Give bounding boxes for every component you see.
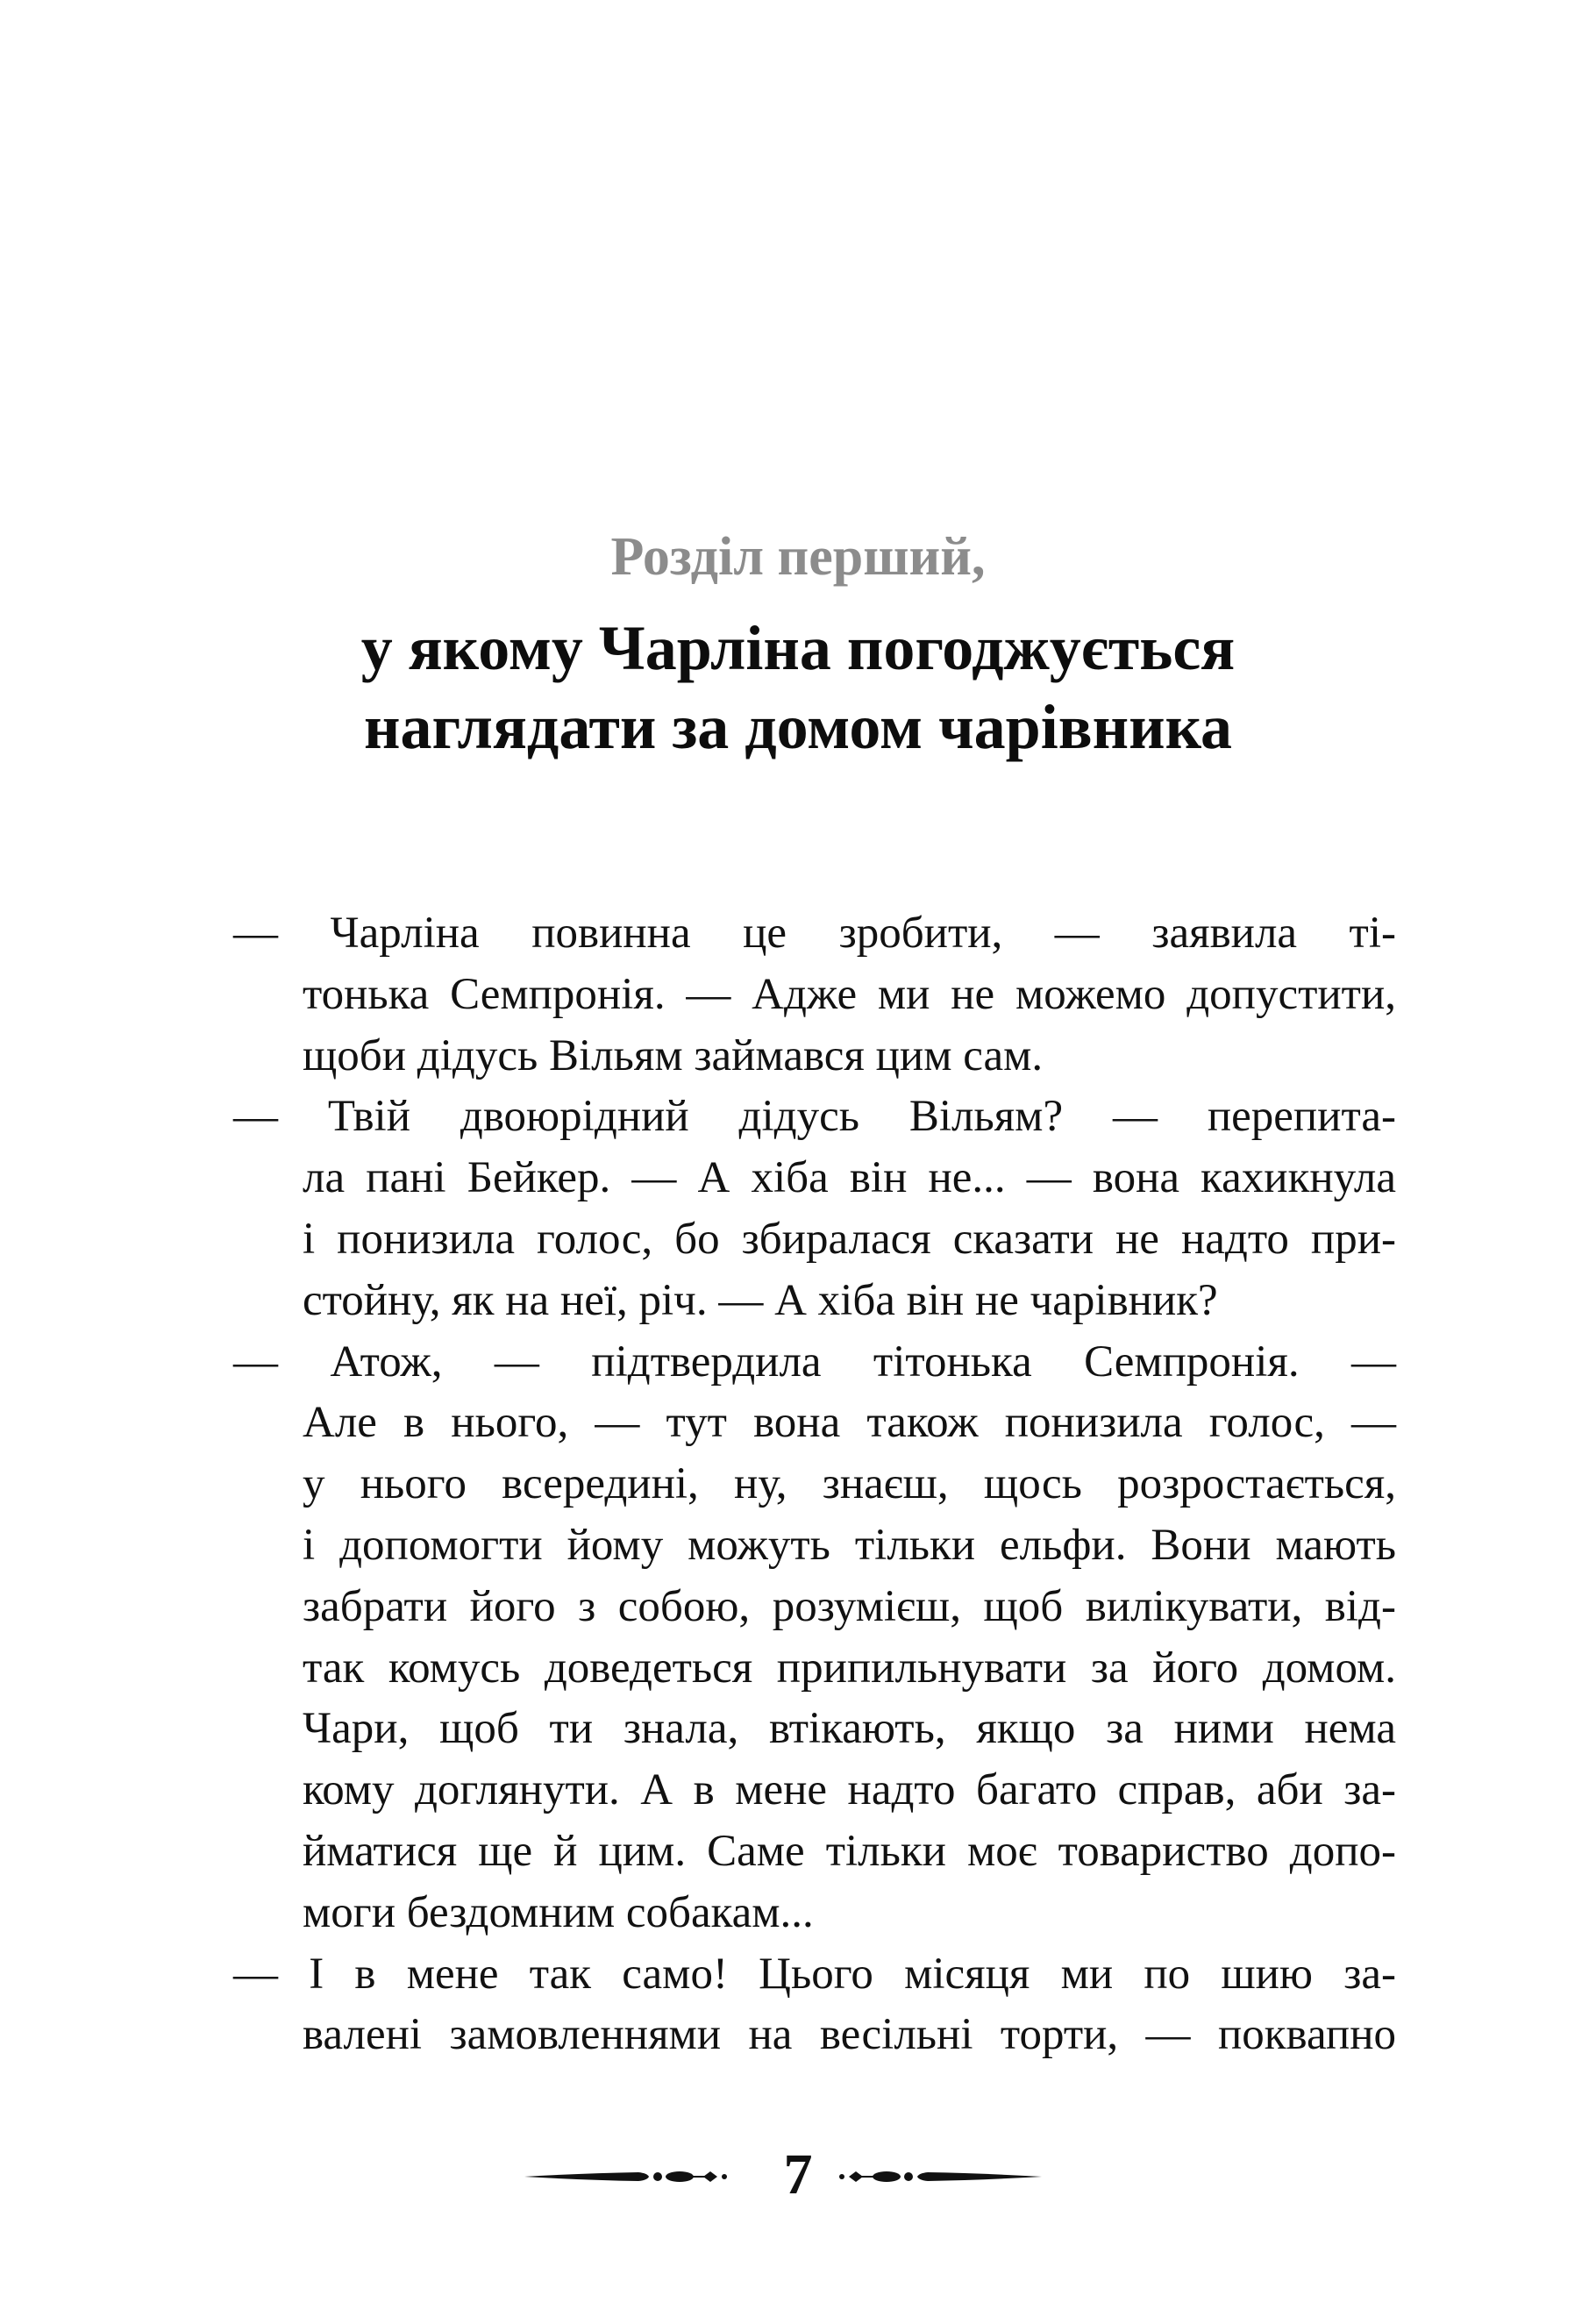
text-line: і допомогти йому можуть тільки ельфи. Вони мають — [303, 1520, 1396, 1570]
text-line: — Твій двоюрідний дідусь Вільям? — перепита- — [233, 1092, 1396, 1142]
text-line: — Атож, — підтвердила тітонька Семпронія. — — [233, 1337, 1396, 1387]
text-line: і понизила голос, бо збиралася сказати не надто при- — [303, 1214, 1396, 1264]
text-line: моги бездомним собакам... — [303, 1887, 814, 1937]
chapter-label: Розділ перший, — [610, 527, 986, 587]
page-number: 7 — [783, 2142, 813, 2206]
text-line: — І в мене так само! Цього місяця ми по шию за- — [233, 1949, 1396, 1999]
right-flourish-icon — [838, 2166, 1042, 2187]
text-line: Але в нього, — тут вона також понизила голос, — — [303, 1398, 1396, 1448]
text-line: Чари, щоб ти знала, втікають, якщо за ними нема — [303, 1704, 1396, 1754]
text-line: щоби дідусь Вільям займався цим сам. — [303, 1030, 1044, 1080]
text-line: — Чарліна повинна це зробити, — заявила ті- — [233, 909, 1396, 958]
text-line: забрати його з собою, розумієш, щоб вилікувати, від- — [303, 1581, 1396, 1631]
text-line: йматися ще й цим. Саме тільки моє товариство допо- — [303, 1826, 1396, 1876]
text-line: стойну, як на неї, річ. — А хіба він не чарівник? — [303, 1275, 1218, 1325]
body-text — [233, 903, 1396, 2066]
text-line: валені замовленнями на весільні торти, — поквапно — [303, 2010, 1396, 2060]
text-line: тонька Семпронія. — Адже ми не можемо допустити, — [303, 969, 1396, 1019]
page-footer — [0, 2140, 1596, 2210]
chapter-title-line: у якому Чарліна погоджується — [360, 613, 1236, 683]
text-line: так комусь доведеться припильнувати за його домом. — [303, 1643, 1396, 1693]
text-line: у нього всередині, ну, знаєш, щось розростається, — [303, 1459, 1396, 1509]
chapter-title-line: наглядати за домом чарівника — [364, 692, 1232, 762]
text-line: ла пані Бейкер. — А хіба він не... — вона кахикнула — [303, 1153, 1396, 1203]
text-line: кому доглянути. А в мене надто багато справ, аби за- — [303, 1765, 1396, 1815]
